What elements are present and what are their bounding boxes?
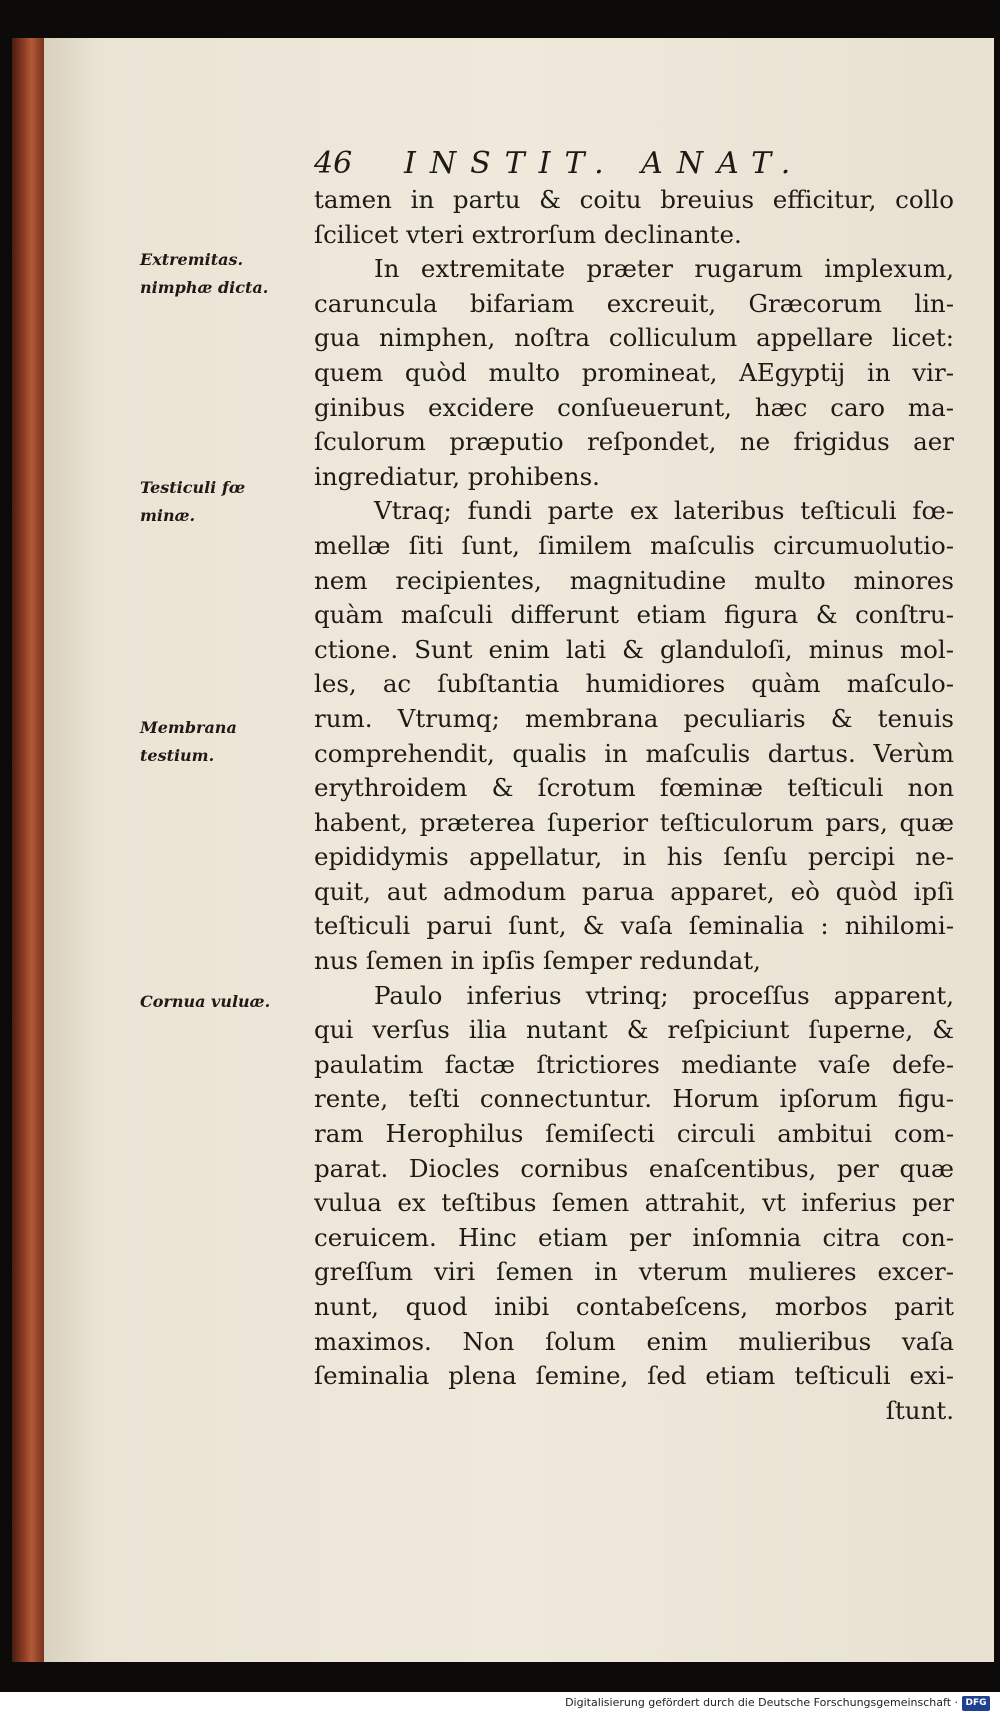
text-line: quit, aut admodum parua apparet, eò quòd ipſi	[314, 876, 954, 906]
text-line: ſeminalia plena ſemine, ſed etiam teſticuli exi-	[314, 1361, 954, 1391]
scan-right-border	[994, 0, 1000, 1717]
text-line: paulatim factæ ſtrictiores mediante vaſe defe-	[314, 1049, 954, 1079]
text-line: rum. Vtrumq; membrana peculiaris & tenuis	[314, 703, 954, 733]
text-line: Vtraq; fundi parte ex lateribus teſticuli fœ-	[374, 496, 954, 526]
margin-note-membrana: Membrana testium.	[140, 718, 237, 765]
running-head	[314, 146, 914, 186]
margin-note-testiculi: Testiculi fœ minæ.	[140, 478, 246, 525]
text-line: nunt, quod inibi contabeſcens, morbos parit	[314, 1292, 954, 1321]
text-line: nus ſemen in ipſis ſemper redundat,	[314, 946, 761, 976]
text-line: habent, præterea ſuperior teſticulorum pars, quæ	[314, 807, 954, 837]
book-spine-edge	[12, 38, 44, 1662]
text-line: parat. Diocles cornibus enaſcentibus, per quæ	[314, 1153, 954, 1183]
text-line: nem recipientes, magnitudine multo minores	[314, 565, 954, 595]
text-line: tamen in partu & coitu breuius efficitur, collo	[314, 185, 954, 214]
text-line: ſcilicet vteri extrorſum declinante.	[314, 219, 742, 249]
running-title: INSTIT. ANAT.	[404, 146, 805, 181]
text-line: vulua ex teſtibus ſemen attrahit, vt inferius per	[314, 1188, 954, 1218]
text-line: In extremitate præter rugarum implexum,	[374, 254, 954, 284]
text-line: ginibus excidere conſueuerunt, hæc caro ma-	[314, 392, 954, 422]
text-line: maximos. Non ſolum enim mulieribus vaſa	[314, 1326, 954, 1356]
text-line: greſſum viri ſemen in vterum mulieres excer-	[314, 1257, 954, 1287]
body-text	[314, 183, 954, 1428]
text-line: teſticuli parui ſunt, & vaſa ſeminalia : nihilomi-	[314, 911, 954, 941]
text-line: quàm maſculi differunt etiam figura & conſtru-	[314, 600, 954, 630]
text-line: Paulo inferius vtrinq; proceſſus apparent,	[374, 980, 954, 1010]
dfg-logo: DFG	[962, 1696, 990, 1711]
text-line: erythroidem & ſcrotum fœminæ teſticuli non	[314, 773, 954, 803]
text-line: ctione. Sunt enim lati & glanduloſi, minus mol-	[314, 634, 954, 664]
text-line: ceruicem. Hinc etiam per inſomnia citra con-	[314, 1222, 954, 1252]
text-line: ram Herophilus ſemiſecti circuli ambitui com-	[314, 1119, 954, 1149]
scan-top-border	[0, 0, 1000, 38]
text-line: gua nimphen, noſtra colliculum appellare licet:	[314, 323, 954, 353]
text-line: rente, teſti connectuntur. Horum ipſorum figu-	[314, 1084, 954, 1114]
text-line: les, ac ſubſtantia humidiores quàm maſculo-	[314, 669, 954, 699]
text-line: epididymis appellatur, in his ſenſu percipi ne-	[314, 842, 954, 872]
digitization-footer	[0, 1692, 1000, 1717]
dfg-credit: Digitalisierung gefördert durch die Deutsche Forschungsgemeinschaft ·	[565, 1696, 958, 1709]
text-line: caruncula bifariam excreuit, Græcorum lin-	[314, 288, 954, 318]
scan-bottom-border	[0, 1662, 1000, 1692]
text-line: ingrediatur, prohibens.	[314, 461, 600, 491]
text-line-catchword: ſtunt.	[885, 1395, 954, 1425]
text-line: comprehendit, qualis in maſculis dartus. Verùm	[314, 738, 954, 768]
text-line: mellæ ſiti ſunt, ſimilem maſculis circumuolutio-	[314, 530, 954, 560]
text-line: ſculorum præputio reſpondet, ne frigidus aer	[314, 427, 954, 457]
margin-note-cornua: Cornua vuluæ.	[140, 992, 271, 1011]
book-page	[44, 38, 994, 1662]
margin-note-extremitas: Extremitas. nimphæ dicta.	[140, 250, 269, 297]
text-line: qui verſus ilia nutant & reſpiciunt ſuperne, &	[314, 1015, 954, 1045]
page-number: 46	[314, 146, 353, 181]
text-line: quem quòd multo promineat, AEgyptij in vir-	[314, 357, 954, 387]
